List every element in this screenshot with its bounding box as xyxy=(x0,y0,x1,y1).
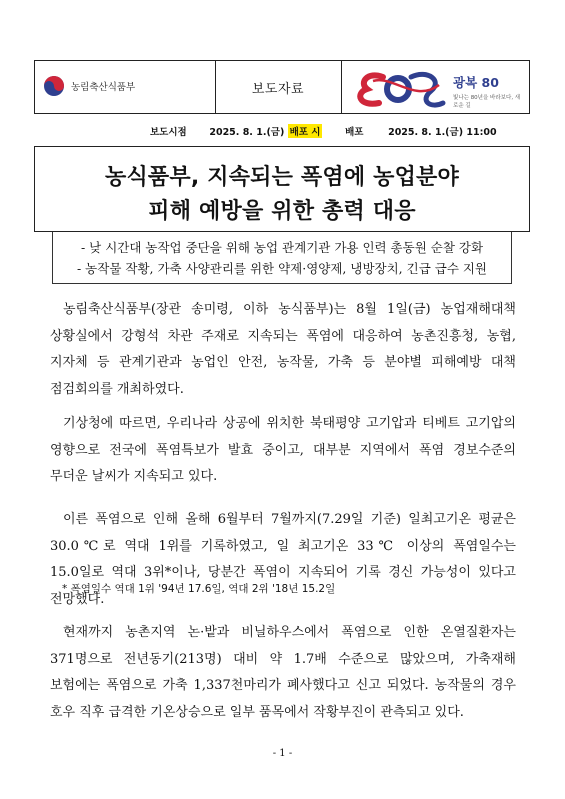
headline-box xyxy=(34,146,530,232)
headline-line-1: 농식품부, 지속되는 폭염에 농업분야 xyxy=(105,165,459,190)
ministry-name: 농림축산식품부 xyxy=(71,82,136,93)
release-time-value: 2025. 8. 1.(금) xyxy=(209,127,285,138)
page-number: - 1 - xyxy=(272,748,293,759)
doc-type-label: 보도자료 xyxy=(251,81,305,97)
press-release-header xyxy=(34,60,530,114)
distribution-value: 2025. 8. 1.(금) 11:00 xyxy=(388,127,497,138)
header-divider xyxy=(341,61,342,113)
subtitle-line-2: - 농작물 작황, 가축 사양관리를 위한 약제·영양제, 냉방장치, 긴급 급수 지원 xyxy=(76,261,488,276)
release-time-badge: 배포 시 xyxy=(288,124,323,138)
headline-line-2: 피해 예방을 위한 총력 대응 xyxy=(148,199,416,224)
distribution-label: 배포 xyxy=(345,127,364,138)
liberation-80-text: 광복 80 xyxy=(453,75,499,90)
footnote: * 폭염일수 역대 1위 '94년 17.6일, 역대 2위 '18년 15.2일 xyxy=(62,583,336,595)
body-paragraph-4: 현재까지 농촌지역 논·밭과 비닐하우스에서 폭염으로 인한 온열질환자는 371명으로 전년동기(213명) 대비 약 1.7배 수준으로 많았으며, 가축재해 보험에는 폭염으로 가축 1,337천마리가 폐사했다고 신고 되었다. 농작물의 경우 호우 직후 급격한 기온상승으로 일부 품목에서 작황부진이 관측되고 있다. xyxy=(50,625,516,720)
subtitle-line-1: - 낮 시간대 농작업 중단을 위해 농업 관계기관 가용 인력 총동원 순찰 강화 xyxy=(80,240,484,255)
body-paragraph-2: 기상청에 따르면, 우리나라 상공에 위치한 북태평양 고기압과 티베트 고기압의 영향으로 전국에 폭염특보가 발효 중이고, 대부분 지역에서 폭염 경보수준의 무더운 날씨가 지속되고 있다. xyxy=(50,416,516,484)
ministry-logo xyxy=(43,75,135,97)
logo-slogan: 빛나는 80년을 바라보다, 새로운 길 xyxy=(453,95,521,109)
subtitle-box xyxy=(52,232,512,284)
liberation-80-emblem-icon xyxy=(353,67,448,109)
body-paragraph-1: 농림축산식품부(장관 송미령, 이하 농식품부)는 8월 1일(금) 농업재해대책 상황실에서 강형석 차관 주재로 지속되는 폭염에 대응하여 농촌진흥청, 농협, 지자체 등 관계기관과 농업인 안전, 농작물, 가축 등 분야별 피해예방 대책 점검회의를 개최하였다. xyxy=(50,302,516,397)
taegeuk-emblem-icon xyxy=(43,75,65,97)
liberation-80-logo xyxy=(353,67,523,109)
release-time-label: 보도시점 xyxy=(150,127,187,138)
body-paragraph-3: 이른 폭염으로 인해 올해 6월부터 7월까지(7.29일 기준) 일최고기온 평균은 30.0℃로 역대 1위를 기록하였고, 일 최고기온 33℃ 이상의 폭염일수는 15.0일로 역대 3위*이나, 당분간 폭염이 지속되어 기록 경신 가능성이 있다고 전망했다. xyxy=(50,512,516,607)
release-timing-row xyxy=(150,124,530,138)
